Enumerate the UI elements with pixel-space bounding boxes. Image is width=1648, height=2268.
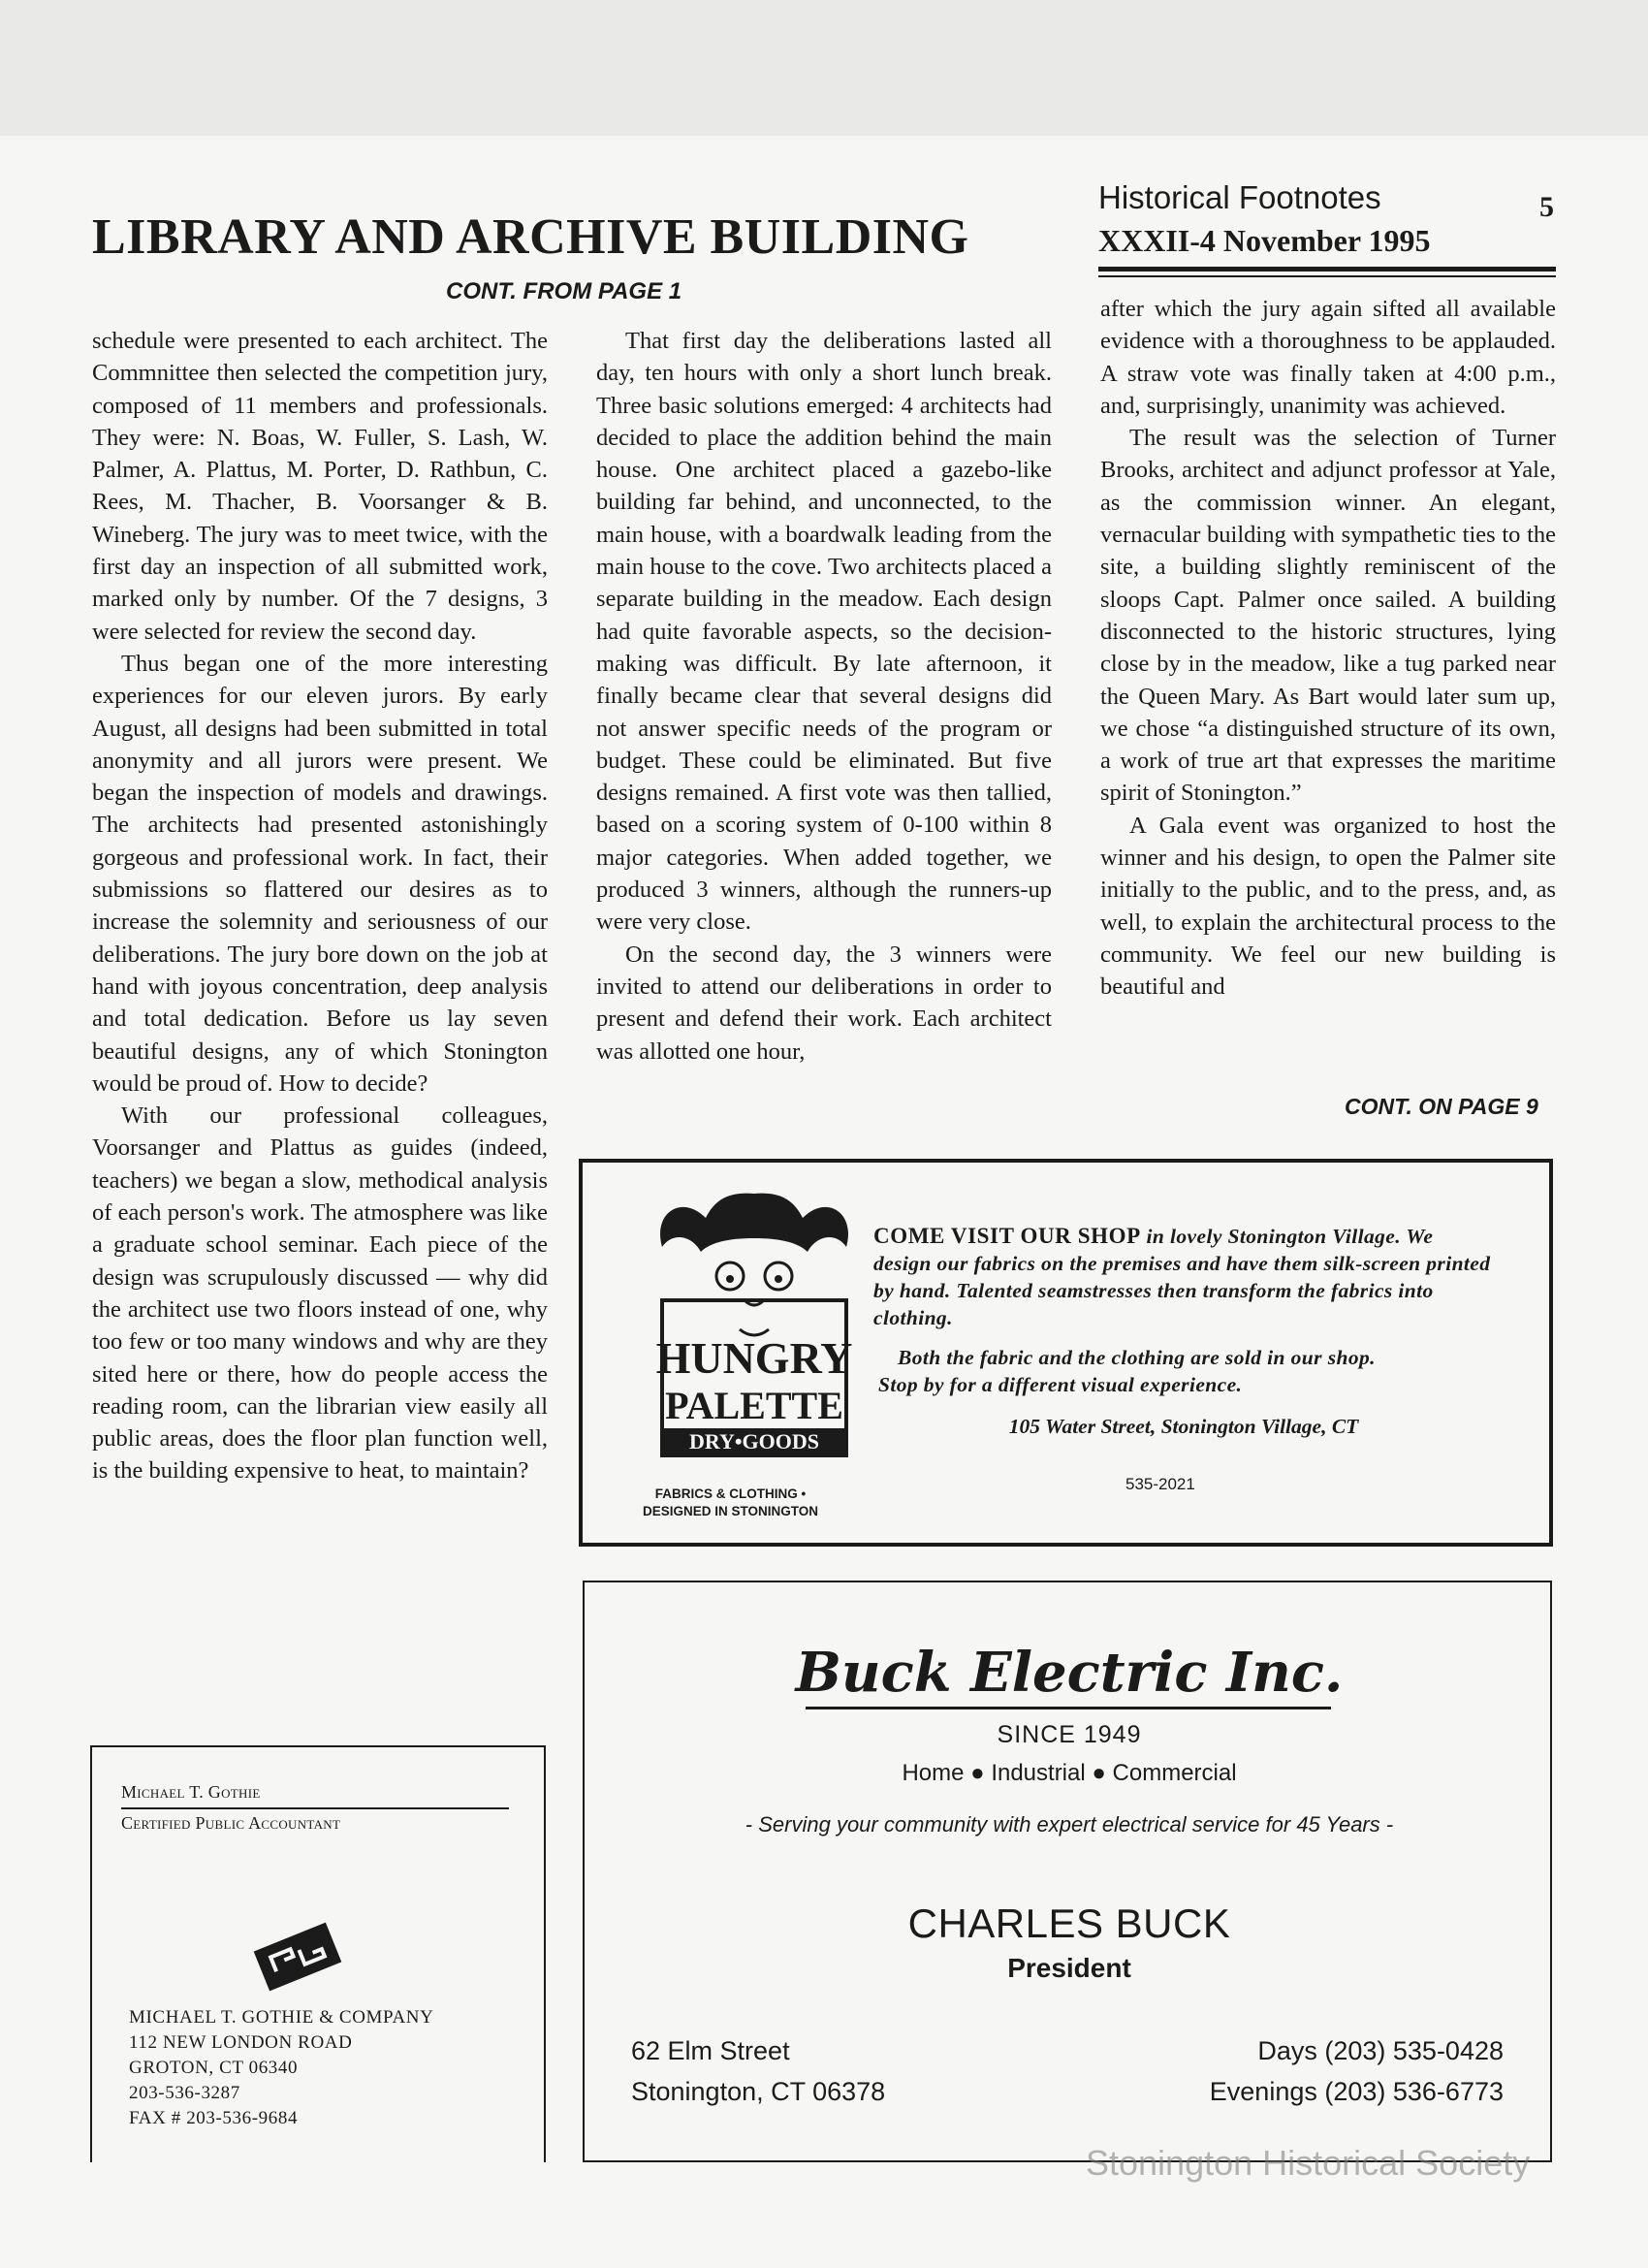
article-column-2 — [596, 325, 1052, 1068]
paragraph: after which the jury again sifted all available evidence with a thoroughness to be applauded. A straw vote was finally taken at 4:00 p.m., and, surprisingly, unanimity was achieved. — [1100, 296, 1556, 419]
divider — [121, 1807, 509, 1809]
service-types — [585, 1760, 1554, 1787]
logo-word-drygoods: DRY•GOODS — [688, 1429, 820, 1453]
company-fax: FAX # 203-536-9684 — [129, 2108, 299, 2128]
publication-name: Historical Footnotes — [1098, 179, 1381, 215]
shop-body: We design our fabrics on the premises and have them silk-screen printed by hand. Talented seamstresses then transform the fabrics into clothing. — [873, 1225, 1491, 1329]
established-year: SINCE 1949 — [997, 1721, 1142, 1748]
paragraph: Thus began one of the more interesting experiences for our eleven jurors. By early August, all designs had been submitted in total anonymity and all jurors were present. We began the inspection of models and drawings. The architects had presented astonishingly gorgeous and professional work. In fact, their submissions so flattered our desires as to increase the solemnity and seriousness of our deliberations. The jury bore down on the job at hand with joyous concentration, deep analysis and total dedication. Before us lay seven beautiful designs, any of which Stonington would be proud of. How to decide? — [92, 650, 548, 1097]
continued-on-note: CONT. ON PAGE 9 — [1345, 1094, 1538, 1119]
issue-date: XXXII-4 November 1995 — [1098, 223, 1431, 258]
hungry-palette-logo — [652, 1174, 856, 1485]
article-column-3 — [1100, 293, 1556, 1004]
service-commercial: Commercial — [1112, 1760, 1237, 1786]
tagline: - Serving your community with expert electrical service for 45 Years - — [745, 1812, 1394, 1837]
contact-title: President — [1007, 1953, 1131, 1983]
bullet-icon: ● — [1092, 1760, 1113, 1786]
accountant-title: Certified Public Accountant — [121, 1813, 341, 1833]
paragraph: With our professional colleagues, Voorsanger and Plattus as guides (indeed, teachers) we began a slow, methodical analysis of each person's work. The atmosphere was like a graduate school seminar. Each piece of the design was scrupulously discussed — why did the architect use two floors instead of one, why too few or too many windows and why are they sited here or there, how do people access the reading room, can the librarian view easily all public areas, does the floor plan function well, is the building expensive to heat, to maintain? — [92, 1102, 548, 1485]
paragraph: On the second day, the 3 winners were invited to attend our deliberations in order to present and defend their work. Each architect was allotted one hour, — [596, 941, 1052, 1065]
masthead-rule-thin — [1098, 275, 1556, 277]
company-phones — [1210, 2030, 1504, 2112]
gothie-cpa-ad — [90, 1745, 546, 2162]
hungry-palette-ad — [579, 1159, 1553, 1547]
company-street: 112 NEW LONDON ROAD — [129, 2032, 353, 2053]
address-city: Stonington, CT 06378 — [631, 2077, 886, 2106]
paragraph: A Gala event was organized to host the winner and his design, to open the Palmer site initially to the public, and to the press, and, as well, to explain the architectural process to the community. We feel our new building is beautiful and — [1100, 812, 1556, 1001]
contact-name: CHARLES BUCK — [907, 1901, 1231, 1946]
shop-address: 105 Water Street, Stonington Village, CT — [1008, 1415, 1359, 1438]
shop-lead: COME VISIT OUR SHOP — [873, 1224, 1141, 1248]
shop-invitation — [878, 1344, 1499, 1398]
shop-lead-rest: in lovely Stonington Village. — [1146, 1225, 1402, 1248]
company-logo-icon — [251, 1922, 344, 1992]
shop-invitation-line1: Both the fabric and the clothing are sold in our shop. — [898, 1346, 1376, 1369]
service-home: Home — [902, 1760, 965, 1786]
shop-description — [873, 1223, 1494, 1331]
company-name-underline — [806, 1707, 1331, 1709]
bullet-icon: ● — [970, 1760, 992, 1786]
article-title: LIBRARY AND ARCHIVE BUILDING — [92, 209, 969, 265]
paragraph: The result was the selection of Turner Brooks, architect and adjunct professor at Yale, as the commission winner. An elegant, vernacular building with sympathetic ties to the site, a building slightly reminiscent of the sloops Capt. Palmer once sailed. A building disconnected to the historic structures, lying close by in the meadow, like a tug parked near the Queen Mary. As Bart would later sum up, we chose “a distinguished structure of its own, a work of true art that expresses the maritime spirit of Stonington.” — [1100, 425, 1556, 807]
company-phone: 203-536-3287 — [129, 2083, 240, 2103]
phone-evenings: Evenings (203) 536-6773 — [1209, 2077, 1504, 2106]
buck-electric-ad — [583, 1581, 1552, 2162]
accountant-name: Michael T. Gothie — [121, 1782, 261, 1802]
article-column-1 — [92, 325, 548, 1487]
logo-word-palette: PALETTE — [665, 1384, 843, 1427]
shop-invitation-line2: Stop by for a different visual experience. — [878, 1373, 1243, 1396]
service-industrial: Industrial — [991, 1760, 1086, 1786]
masthead-rule — [1098, 267, 1556, 272]
company-city: GROTON, CT 06340 — [129, 2058, 299, 2078]
page-number: 5 — [1539, 191, 1554, 223]
company-name: Buck Electric Inc. — [795, 1641, 1344, 1705]
continued-from-note: CONT. FROM PAGE 1 — [446, 278, 682, 304]
phone-days: Days (203) 535-0428 — [1257, 2036, 1504, 2065]
watermark: Stonington Historical Society — [1086, 2143, 1531, 2183]
company-contact — [129, 2005, 433, 2131]
paragraph: schedule were presented to each architect. The Commnittee then selected the competition jury, composed of 11 members and professionals. They were: N. Boas, W. Fuller, S. Lash, W. Palmer, A. Plattus, M. Porter, D. Rathbun, C. Rees, M. Thacher, B. Voorsanger & B. Wineberg. The jury was to meet twice, with the first day an inspection of all submitted work, marked only by number. Of the 7 designs, 3 were selected for review the second day. — [92, 328, 548, 645]
logo-word-hungry: HUNGRY — [655, 1333, 853, 1383]
logo-caption: FABRICS & CLOTHING • DESIGNED IN STONINGTON — [642, 1486, 819, 1518]
company-address — [631, 2030, 885, 2112]
company-name: MICHAEL T. GOTHIE & COMPANY — [129, 2007, 434, 2028]
shop-phone: 535-2021 — [1125, 1475, 1195, 1493]
paragraph: That first day the deliberations lasted all day, ten hours with only a short lunch break. Three basic solutions emerged: 4 architects had decided to place the addition behind the main house. One architect placed a gazebo-like building far behind, and unconnected, to the main house, with a boardwalk leading from the main house to the cove. Two architects placed a separate building in the meadow. Each design had quite favorable aspects, so the decision-making was difficult. By late afternoon, it finally became clear that several designs did not answer specific needs of the program or budget. These could be eliminated. But five designs remained. A first vote was then tallied, based on a scoring system of 0-100 within 8 major categories. When added together, we produced 3 winners, although the runners-up were very close. — [596, 328, 1052, 936]
address-street: 62 Elm Street — [631, 2036, 790, 2065]
